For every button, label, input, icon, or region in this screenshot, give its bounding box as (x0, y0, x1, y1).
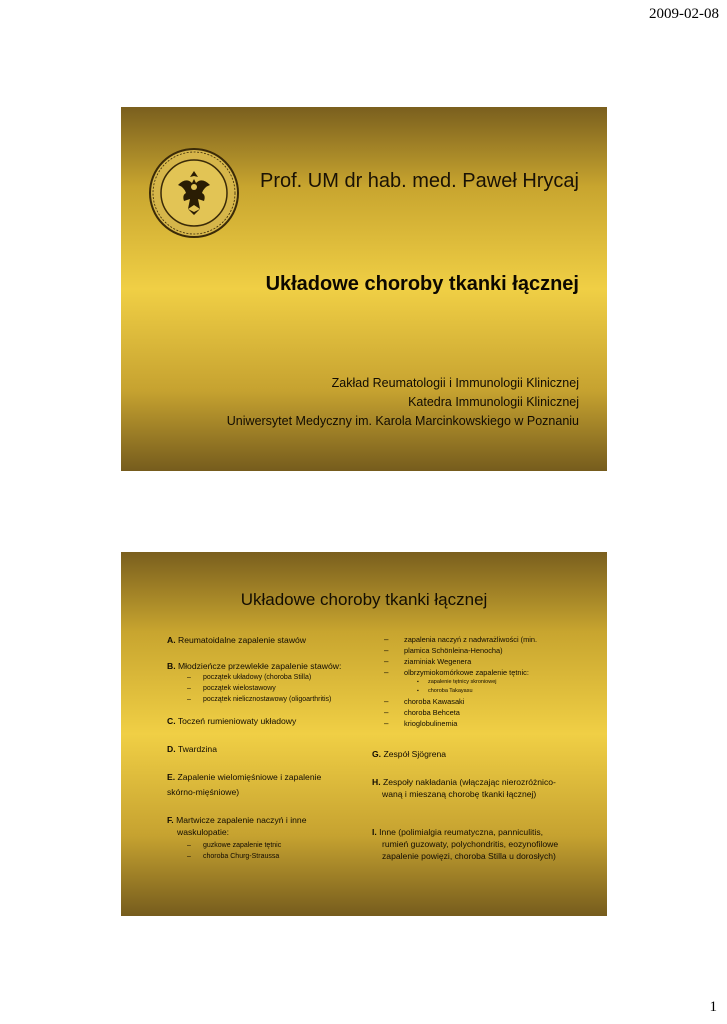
list-item: E. Zapalenie wielomięśniowe i zapalenie (167, 772, 322, 782)
sub-item: – choroba Behceta (372, 707, 592, 718)
page-date: 2009-02-08 (649, 6, 719, 22)
university-seal-eagle-icon (148, 147, 240, 239)
list-item-continuation: waną i mieszaną chorobę tkanki łącznej) (382, 789, 537, 799)
page-number: 1 (709, 999, 717, 1015)
sub-item: – choroba Kawasaki (372, 696, 592, 707)
sub-item: – olbrzymiokomórkowe zapalenie tętnic: (372, 667, 592, 678)
sub-item: – krioglobulinemia (372, 718, 592, 729)
list-item-continuation: zapalenie powięzi, choroba Stilla u dorosłych) (382, 851, 556, 861)
list-item: F. Martwicze zapalenie naczyń i inne (167, 815, 307, 825)
affiliation-line: Katedra Immunologii Klinicznej (408, 395, 579, 409)
list-item: B. Młodzieńcze przewlekłe zapalenie stawów: (167, 661, 342, 671)
bullet-item: ▪ choroba Takayasu (372, 687, 592, 696)
affiliation (227, 374, 579, 431)
list-item-continuation: rumień guzowaty, polychondritis, eozynofilowe (382, 839, 559, 849)
affiliation-line: Uniwersytet Medyczny im. Karola Marcinkowskiego w Poznaniu (226, 414, 579, 428)
list-item: A. Reumatoidalne zapalenie stawów (167, 635, 307, 645)
bullet-item: ▪ zapalenie tętnicy skroniowej (372, 678, 592, 687)
sub-item: – guzkowe zapalenie tętnic (167, 840, 367, 851)
list-item: G. Zespół Sjögrena (372, 749, 447, 759)
sub-item: – zapalenia naczyń z nadwrażliwości (min. (372, 634, 592, 645)
list-item: I. Inne (polimialgia reumatyczna, panniculitis, (372, 827, 544, 837)
left-column (167, 634, 367, 862)
list-item: D. Twardzina (167, 744, 217, 754)
list-item-continuation: waskulopatie: (177, 827, 230, 837)
classification-slide (121, 552, 607, 916)
slide-title: Układowe choroby tkanki łącznej (240, 590, 488, 609)
affiliation-line: Zakład Reumatologii i Immunologii Klinicznej (331, 376, 579, 390)
sub-item: – początek nielicznostawowy (oligoarthritis) (167, 694, 367, 705)
list-item-continuation: skórno-mięśniowe) (167, 787, 240, 797)
author-name: Prof. UM dr hab. med. Paweł Hrycaj (260, 170, 579, 192)
list-item: C. Toczeń rumieniowaty układowy (167, 716, 297, 726)
sub-item: – choroba Churg-Straussa (167, 851, 367, 862)
sub-item: – ziarniniak Wegenera (372, 656, 592, 667)
slide-title: Układowe choroby tkanki łącznej (265, 273, 579, 295)
title-slide (121, 107, 607, 471)
sub-item-continuation: – plamica Schönleina-Henocha) (372, 645, 592, 656)
sub-item: – początek wielostawowy (167, 683, 367, 694)
sub-item: – początek układowy (choroba Stilla) (167, 672, 367, 683)
right-column (372, 634, 592, 862)
list-item: H. Zespoły nakładania (włączając nierozróżnico- (372, 777, 556, 787)
